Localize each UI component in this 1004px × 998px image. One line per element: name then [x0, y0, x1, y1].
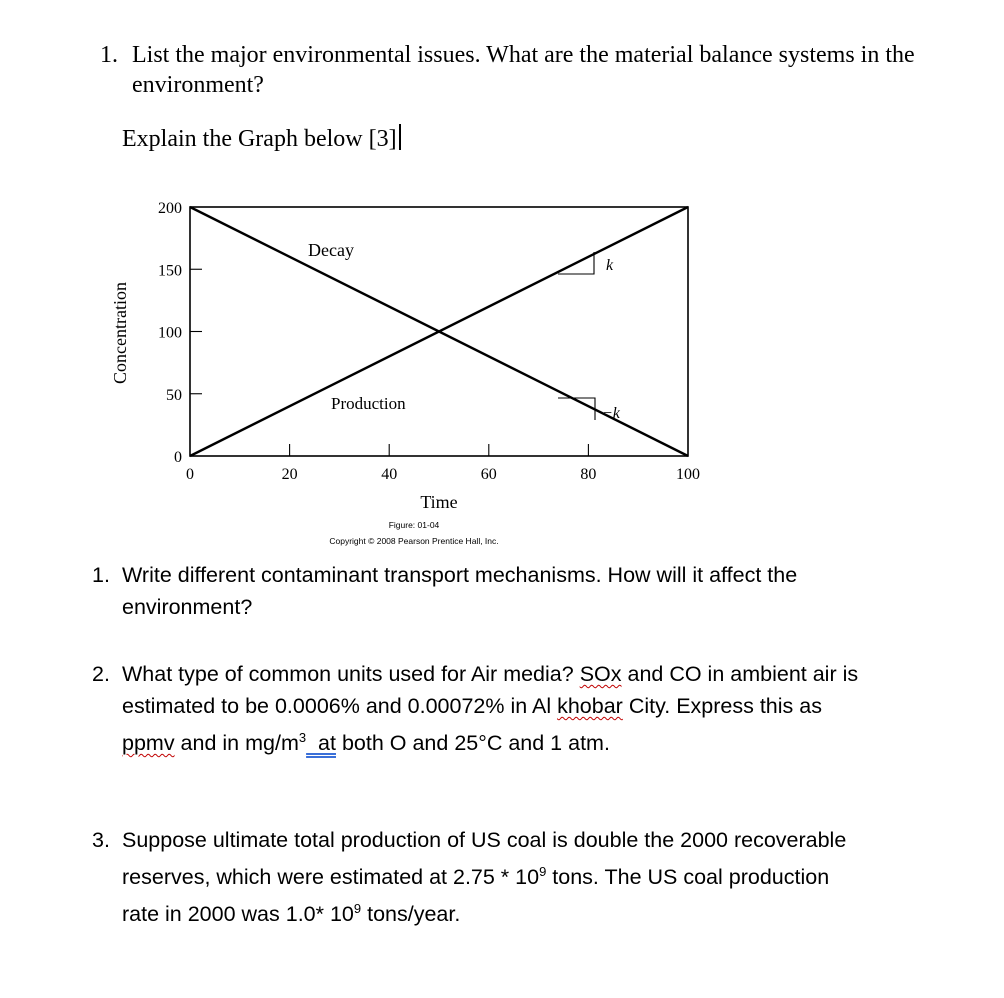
y-tick-label: 100: [158, 324, 182, 342]
text-cursor: [399, 124, 401, 150]
spellcheck-word-sox[interactable]: SOx: [579, 662, 622, 686]
question-line: [122, 690, 922, 722]
x-tick-label: 60: [480, 466, 497, 483]
superscript: 9: [353, 901, 362, 917]
text-run: City. Express this as: [622, 694, 822, 718]
production-label: Production: [331, 394, 406, 413]
x-tick-label: 20: [281, 466, 298, 483]
question-intro-text: List the major environmental issues. What are the material balance systems in the environment?: [132, 42, 915, 98]
text-run: both O and 25°C and 1 atm.: [335, 731, 610, 756]
question-line: [122, 856, 922, 893]
text-run: rate in 2000 was 1.0* 10: [122, 902, 354, 927]
y-tick-label: 150: [158, 262, 182, 280]
text-run: and in mg/m: [174, 731, 299, 756]
decay-label: Decay: [308, 240, 354, 260]
x-axis-ticks: [186, 444, 700, 483]
question-number: 2.: [92, 662, 110, 686]
y-tick-label: 200: [158, 200, 182, 217]
superscript: 9: [539, 864, 547, 879]
question-line: [122, 658, 922, 690]
y-axis-ticks: [158, 200, 202, 466]
explain-text: Explain the Graph below [3]: [122, 126, 397, 152]
text-run: tons. The US coal production: [546, 865, 830, 890]
slope-label-k: k: [606, 257, 614, 274]
question-line: [122, 893, 922, 930]
x-axis-label: Time: [420, 492, 458, 512]
x-tick-label: 80: [580, 466, 597, 483]
grammar-flag-at[interactable]: at: [306, 731, 336, 756]
concentration-time-chart: [110, 190, 720, 550]
spellcheck-word-ppmv[interactable]: ppmv: [122, 731, 175, 756]
question-line: environment?: [122, 595, 253, 619]
text-run: What type of common units used for Air media?: [122, 662, 580, 686]
question-line: Suppose ultimate total production of US coal is double the 2000 recoverable: [122, 828, 847, 852]
superscript: 3: [298, 730, 307, 745]
text-run: and CO in ambient air is: [621, 662, 859, 686]
x-tick-label: 0: [186, 466, 194, 483]
question-number: 3.: [92, 828, 110, 852]
y-tick-label: 50: [166, 386, 182, 404]
question-line: [122, 722, 922, 759]
text-run: estimated to be 0.0006% and 0.00072% in Al: [122, 694, 558, 718]
spellcheck-word-khobar[interactable]: khobar: [557, 694, 623, 718]
text-run: tons/year.: [361, 902, 461, 927]
question-number: 1.: [92, 563, 110, 587]
text-run: reserves, which were estimated at 2.75 * 10: [122, 865, 540, 890]
slope-label-neg-k: −k: [602, 405, 620, 422]
explain-line: [122, 124, 401, 153]
question-line: Write different contaminant transport mechanisms. How will it affect the: [122, 563, 798, 587]
question-intro-number: 1.: [100, 42, 118, 68]
y-axis-label: Concentration: [110, 282, 130, 384]
x-tick-label: 40: [381, 466, 398, 483]
y-tick-label: 0: [174, 449, 182, 466]
x-tick-label: 100: [676, 466, 700, 483]
figure-caption: Figure: 01-04: [388, 520, 440, 530]
figure-copyright: Copyright © 2008 Pearson Prentice Hall, Inc.: [329, 536, 499, 546]
